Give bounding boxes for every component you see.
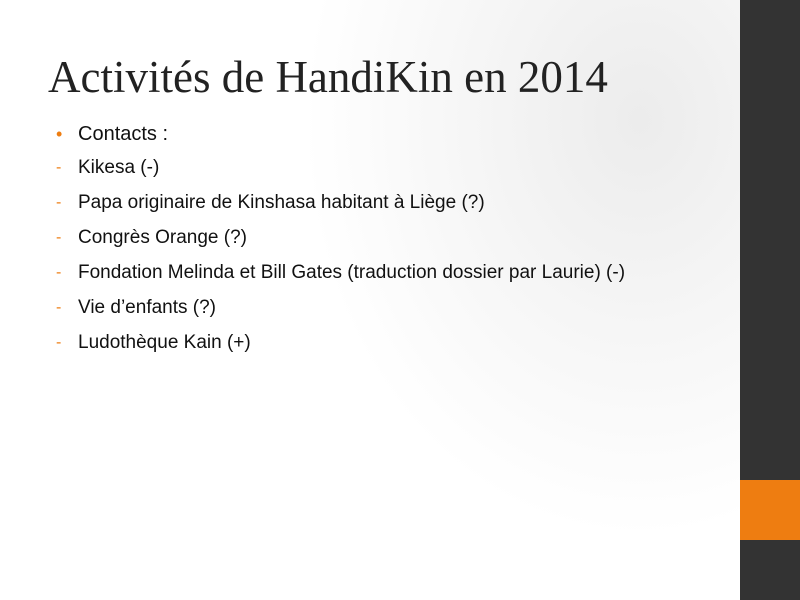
list-item — [56, 293, 726, 322]
dash-marker: - — [56, 264, 62, 281]
list-item-text: Congrès Orange (?) — [78, 227, 247, 248]
list-item — [56, 258, 726, 287]
bullet-item-contacts — [56, 118, 726, 150]
dash-marker: - — [56, 159, 62, 176]
sidebar-accent-block — [740, 480, 800, 540]
list-item-text: Fondation Melinda et Bill Gates (traduction dossier par Laurie) (-) — [78, 262, 626, 283]
dash-marker: - — [56, 194, 62, 211]
dash-marker: - — [56, 334, 62, 351]
list-item-text: Papa originaire de Kinshasa habitant à Liège (?) — [78, 192, 485, 213]
bullet-text: Contacts : — [78, 123, 169, 145]
list-item — [56, 188, 726, 217]
list-item — [56, 153, 726, 182]
bullet-marker: • — [56, 124, 63, 144]
list-item — [56, 328, 726, 357]
slide-title: Activités de HandiKin en 2014 — [48, 52, 608, 102]
slide-content — [56, 118, 726, 363]
list-item — [56, 223, 726, 252]
dash-marker: - — [56, 299, 62, 316]
list-item-text: Ludothèque Kain (+) — [78, 332, 251, 353]
dash-marker: - — [56, 229, 62, 246]
list-item-text: Kikesa (-) — [78, 157, 160, 178]
list-item-text: Vie d’enfants (?) — [78, 297, 217, 318]
